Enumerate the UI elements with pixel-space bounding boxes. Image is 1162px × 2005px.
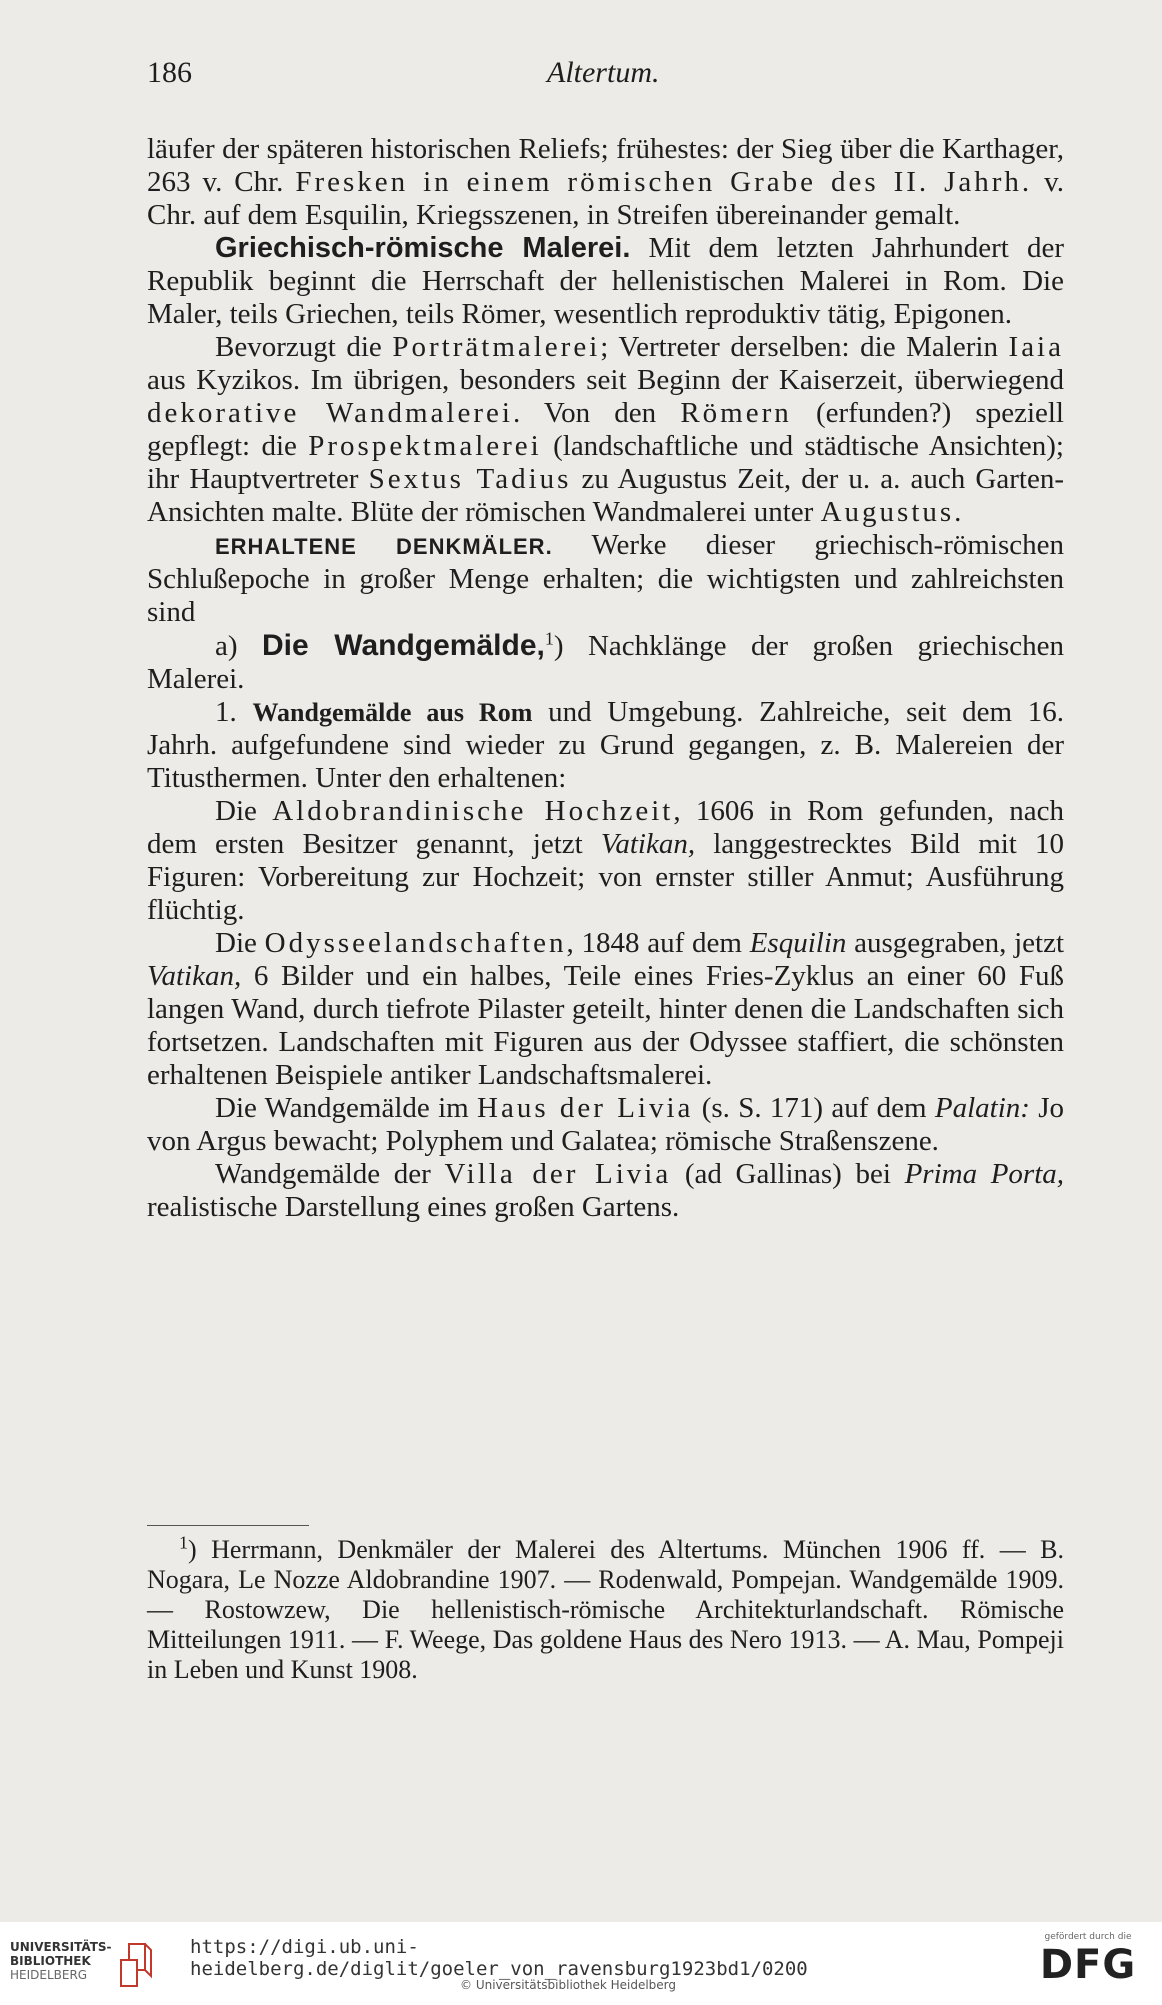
page-number: 186 [147,56,192,89]
footnote-text: ) Herrmann, Denkmäler der Malerei des Altertums. München 1906 ff. — B. Nogara, Le Nozze Aldobrandine 1907. — Rodenwald, Pompejan. Wandgemälde 1909. — Rostowzew, Die hellenistisch-römische Architekturlandschaft. Römische Mitteilungen 1911. — F. Weege, Das goldene Haus des Nero 1913. — A. Mau, Pompeji in Leben und Kunst 1908. [147,1535,1064,1684]
text-run: aus Kyzikos. Im übrigen, besonders seit Beginn der Kaiserzeit, überwiegend [147,364,1064,396]
paragraph [147,133,1064,232]
library-logo[interactable] [10,1940,200,1990]
funder-name: DFG [1039,1942,1137,1988]
paragraph [147,795,1064,927]
italic-text: Vatikan, [147,960,242,992]
paragraph [147,1158,1064,1224]
dfg-logo[interactable] [1028,1932,1148,2002]
spaced-text: Haus der Livia [477,1092,694,1124]
copyright-notice: © Universitätsbibliothek Heidelberg [460,1978,677,1992]
paragraph [147,629,1064,696]
footnotes [147,1532,1064,1685]
text-run: und Umgebung. Zahlreiche, seit dem 16. Jahrh. aufgefundene sind wieder zu Grund gegangen, z. B. Malereien der Titusthermen. Unter den erhaltenen: [147,696,1065,794]
section-heading: Wandgemälde aus Rom [252,698,533,727]
spaced-text: Sextus Tadius [368,463,572,495]
paragraph [147,529,1064,629]
footnote [147,1532,1064,1685]
text-run: a) [215,630,263,662]
spaced-text: dekorative Wandmalerei [147,397,513,429]
text-run: langgestrecktes Bild mit 10 Figuren: Vorbereitung zur Hochzeit; von ernster stiller Anmut; Ausführung flüchtig. [147,828,1064,926]
text-run: Wandgemälde der [215,1158,445,1190]
spaced-text: Porträtmalerei [392,331,601,363]
text-run: , 1848 auf dem [566,927,750,959]
text-run: läufer der späteren historischen Reliefs; frühestes: der Sieg über die Karthager, 263 v. Chr. [147,133,1064,198]
text-run: . [954,496,962,528]
text-run: Die [215,927,265,959]
text-run: , 1606 in Rom gefunden, nach dem ersten Besitzer genannt, jetzt [147,795,1064,860]
spaced-text: Iaia [1008,331,1064,363]
footnote-marker: 1 [179,1532,188,1553]
library-name-line: BIBLIOTHEK [10,1954,91,1968]
footnote-marker: 1 [544,628,554,649]
text-run: ausgegraben, jetzt [846,927,1065,959]
section-heading: Griechisch-römische Malerei. [215,232,631,264]
permalink-url[interactable]: https://digi.ub.uni-heidelberg.de/diglit/goeler_von_ravensburg1923bd1/0200 [190,1936,808,1980]
text-run: Werke dieser griechisch-römischen Schlußepoche in großer Menge erhalten; die wichtigsten und zahlreichsten sind [147,529,1064,628]
text-run: Mit dem letzten Jahrhundert der Republik beginnt die Herrschaft der hellenistischen Malerei in Rom. Die Maler, teils Griechen, teils Römer, wesentlich reproduktiv tätig, Epigonen. [147,232,1064,330]
page-header [147,56,1067,96]
funding-label: gefördert durch die [1044,1932,1132,1942]
body-text [147,133,1064,1224]
spaced-text: Römern [680,397,792,429]
paragraph [147,331,1064,529]
spaced-text: Prospektmalerei [308,430,542,462]
text-run: v. Chr. auf dem Esquilin, Kriegsszenen, in Streifen übereinander gemalt. [147,166,1064,231]
text-run: Bevorzugt die [215,331,393,363]
paragraph [147,927,1064,1092]
text-run: 6 Bilder und ein halbes, Teile eines Fries-Zyklus an einer 60 Fuß langen Wand, durch tiefrote Pilaster geteilt, hinter denen die Landschaften sich fortsetzen. Landschaften mit Figuren aus der Odyssee staffiert, die schönsten erhaltenen Beispiele antiker Landschaftsmalerei. [147,960,1064,1091]
italic-text: Palatin: [934,1092,1030,1124]
text-run: (s. S. 171) auf dem [693,1092,935,1124]
text-run: ) Nachklänge der großen griechischen Malerei. [147,630,1065,695]
italic-text: Prima Porta, [904,1158,1065,1190]
text-run: Die [215,795,273,827]
italic-text: Vatikan, [600,828,696,860]
viewer-footer [0,1922,1162,2005]
section-heading: Die Wandgemälde, [262,629,545,662]
text-run: Jo von Argus bewacht; Polyphem und Galatea; römische Straßenszene. [147,1092,1064,1157]
spaced-text: Fresken in einem römischen Grabe des II. Jahrh. [295,166,1033,198]
italic-text: Esquilin [749,927,847,959]
text-run: realistische Darstellung eines großen Gartens. [147,1191,680,1223]
running-head: Altertum. [547,56,660,89]
spaced-text: Augustus [820,496,955,528]
paragraph [147,696,1064,795]
library-name-line: UNIVERSITÄTS- [10,1940,112,1954]
spaced-text: Aldobrandinische Hochzeit [272,795,674,827]
text-run: (landschaftliche und städtische Ansichten); ihr Hauptvertreter [147,430,1064,495]
text-run: (erfunden?) speziell gepflegt: die [147,397,1064,462]
text-run: . Von den [512,397,681,429]
text-run: (ad Gallinas) bei [671,1158,905,1190]
library-emblem-icon [115,1940,155,1990]
section-heading: ERHALTENE DENKMÄLER. [215,534,553,559]
text-run: ; Vertreter derselben: die Malerin [600,331,1009,363]
text-run: Die Wandgemälde im [215,1092,477,1124]
paragraph [147,1092,1064,1158]
library-name-line: HEIDELBERG [10,1968,88,1982]
text-run: 1. [215,696,253,728]
text-run: zu Augustus Zeit, der u. a. auch Garten-Ansichten malte. Blüte der römischen Wandmalerei unter [147,463,1064,528]
paragraph [147,232,1064,331]
spaced-text: Odysseelandschaften [264,927,567,959]
spaced-text: Villa der Livia [444,1158,672,1190]
footnote-rule [147,1525,309,1526]
